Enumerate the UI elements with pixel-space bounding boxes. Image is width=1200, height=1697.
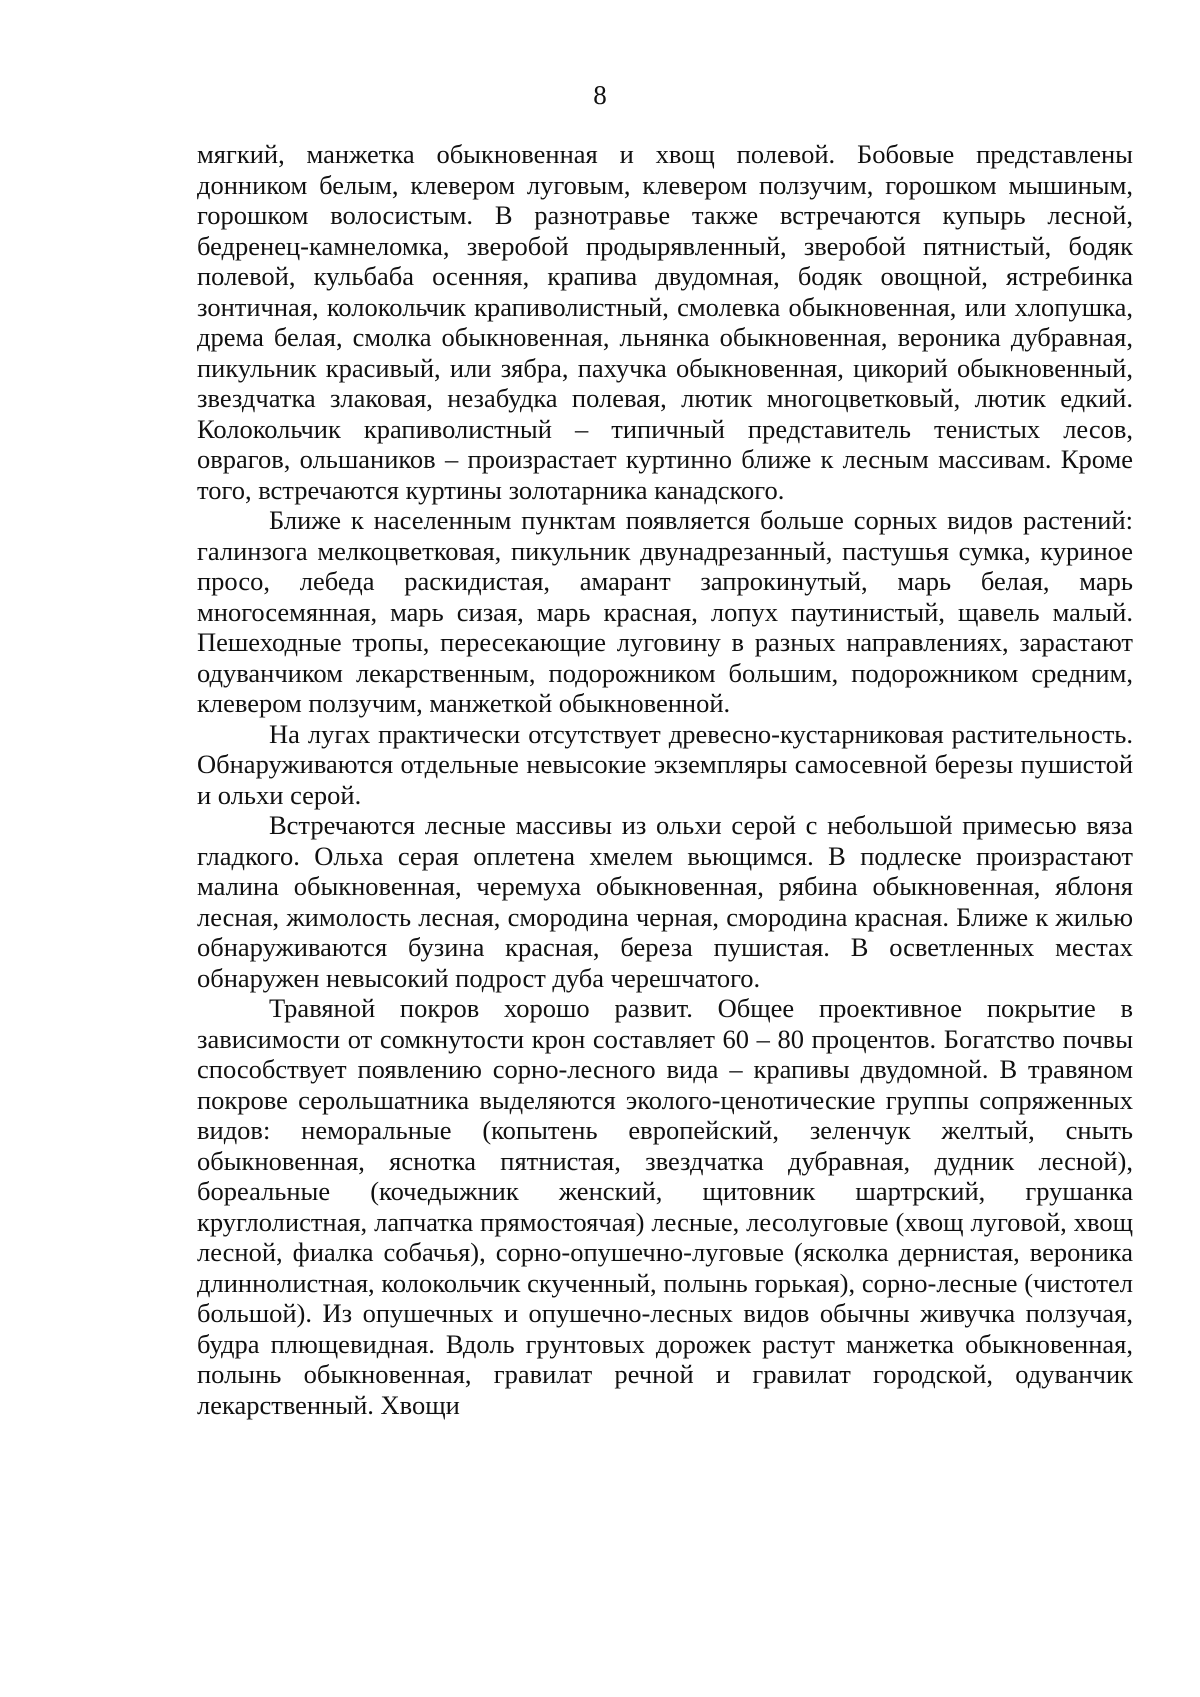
paragraph: Ближе к населенным пунктам появляется больше сорных видов растений: галинзога мелкоцветковая, пикульник двунадрезанный, пастушья сумка, куриное просо, лебеда раскидистая, амарант запрокинутый, марь белая, марь многосемянная, марь сизая, марь красная, лопух паутинистый, щавель малый. Пешеходные тропы, пересекающие луговину в разных направлениях, зарастают одуванчиком лекарственным, подорожником большим, подорожником средним, клевером ползучим, манжеткой обыкновенной.: [197, 505, 1133, 718]
paragraph: На лугах практически отсутствует древесно-кустарниковая растительность. Обнаруживаются отдельные невысокие экземпляры самосевной березы пушистой и ольхи серой.: [197, 718, 1133, 810]
page-number: 8: [593, 80, 607, 110]
paragraph: Встречаются лесные массивы из ольхи серой с небольшой примесью вяза гладкого. Ольха серая оплетена хмелем вьющимся. В подлеске произрастают малина обыкновенная, черемуха обыкновенная, рябина обыкновенная, яблоня лесная, жимолость лесная, смородина черная, смородина красная. Ближе к жилью обнаруживаются бузина красная, береза пушистая. В осветленных местах обнаружен невысокий подрост дуба черешчатого.: [197, 810, 1133, 993]
paragraph: Травяной покров хорошо развит. Общее проективное покрытие в зависимости от сомкнутости крон составляет 60 – 80 процентов. Богатство почвы способствует появлению сорно-лесного вида – крапивы двудомной. В травяном покрове серольшатника выделяются эколого-ценотические группы сопряженных видов: неморальные (копытень европейский, зеленчук желтый, сныть обыкновенная, яснотка пятнистая, звездчатка дубравная, дудник лесной), бореальные (кочедыжник женский, щитовник шартрский, грушанка круглолистная, лапчатка прямостоячая) лесные, лесолуговые (хвощ луговой, хвощ лесной, фиалка собачья), сорно-опушечно-луговые (ясколка дернистая, вероника длиннолистная, колокольчик скученный, полынь горькая), сорно-лесные (чистотел большой). Из опушечных и опушечно-лесных видов обычны живучка ползучая, будра плющевидная. Вдоль грунтовых дорожек растут манжетка обыкновенная, полынь обыкновенная, гравилат речной и гравилат городской, одуванчик лекарственный. Хвощи: [197, 993, 1133, 1420]
body-text: [197, 139, 1133, 1420]
paragraph: мягкий, манжетка обыкновенная и хвощ полевой. Бобовые представлены донником белым, клевером луговым, клевером ползучим, горошком мышиным, горошком волосистым. В разнотравье также встречаются купырь лесной, бедренец-камнеломка, зверобой продырявленный, зверобой пятнистый, бодяк полевой, кульбаба осенняя, крапива двудомная, бодяк овощной, ястребинка зонтичная, колокольчик крапиволистный, смолевка обыкновенная, или хлопушка, дрема белая, смолка обыкновенная, льнянка обыкновенная, вероника дубравная, пикульник красивый, или зябра, пахучка обыкновенная, цикорий обыкновенный, звездчатка злаковая, незабудка полевая, лютик многоцветковый, лютик едкий. Колокольчик крапиволистный – типичный представитель тенистых лесов, оврагов, ольшаников – произрастает куртинно ближе к лесным массивам. Кроме того, встречаются куртины золотарника канадского.: [197, 139, 1133, 505]
